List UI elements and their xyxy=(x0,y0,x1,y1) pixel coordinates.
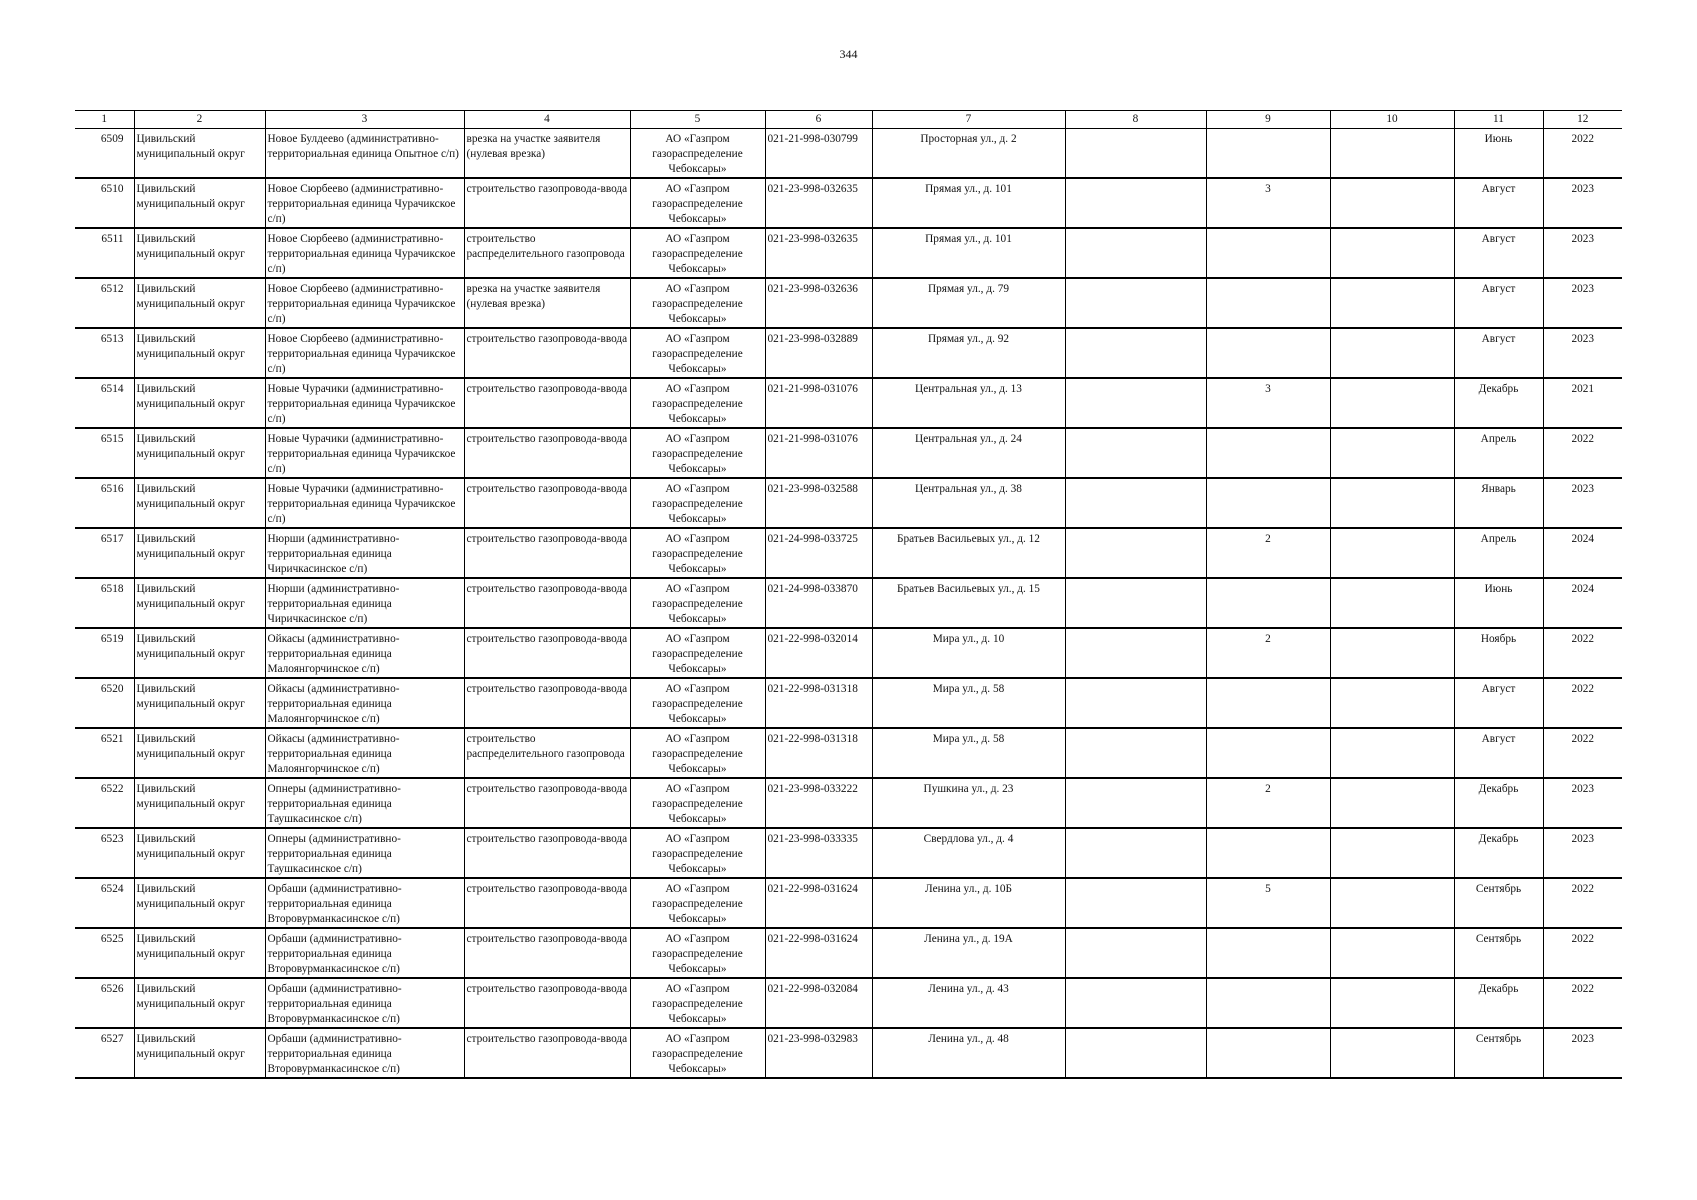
contract-number-cell: 021-21-998-031076 xyxy=(765,428,872,478)
column-9-cell xyxy=(1206,278,1330,328)
column-10-cell xyxy=(1330,578,1454,628)
row-number-cell: 6510 xyxy=(75,178,134,228)
row-number-cell: 6524 xyxy=(75,878,134,928)
column-number: 8 xyxy=(1065,111,1206,129)
contract-number-cell: 021-22-998-031318 xyxy=(765,678,872,728)
table-row xyxy=(75,378,1622,428)
address-cell: Прямая ул., д. 92 xyxy=(872,328,1065,378)
table-row xyxy=(75,129,1622,179)
month-cell: Август xyxy=(1454,228,1543,278)
row-number-cell: 6515 xyxy=(75,428,134,478)
column-10-cell xyxy=(1330,278,1454,328)
year-cell: 2022 xyxy=(1543,678,1622,728)
column-9-cell xyxy=(1206,478,1330,528)
organization-cell: АО «Газпром газораспределение Чебоксары» xyxy=(630,528,765,578)
column-8-cell xyxy=(1065,828,1206,878)
settlement-cell: Опнеры (административно-территориальная единица Таушкасинское с/п) xyxy=(265,828,464,878)
address-cell: Мира ул., д. 10 xyxy=(872,628,1065,678)
column-10-cell xyxy=(1330,378,1454,428)
organization-cell: АО «Газпром газораспределение Чебоксары» xyxy=(630,378,765,428)
column-number: 3 xyxy=(265,111,464,129)
column-8-cell xyxy=(1065,428,1206,478)
work-type-cell: строительство распределительного газопровода xyxy=(464,228,630,278)
district-cell: Цивильский муниципальный округ xyxy=(134,1028,265,1078)
contract-number-cell: 021-23-998-032983 xyxy=(765,1028,872,1078)
column-8-cell xyxy=(1065,528,1206,578)
table-body xyxy=(75,129,1622,1079)
table-row xyxy=(75,478,1622,528)
year-cell: 2023 xyxy=(1543,1028,1622,1078)
contract-number-cell: 021-21-998-031076 xyxy=(765,378,872,428)
settlement-cell: Ойкасы (административно-территориальная единица Малоянгорчинское с/п) xyxy=(265,628,464,678)
contract-number-cell: 021-23-998-033222 xyxy=(765,778,872,828)
settlement-cell: Новое Сюрбеево (административно-территориальная единица Чурачикское с/п) xyxy=(265,178,464,228)
row-number-cell: 6520 xyxy=(75,678,134,728)
row-number-cell: 6518 xyxy=(75,578,134,628)
table-row xyxy=(75,578,1622,628)
settlement-cell: Новые Чурачики (административно-территориальная единица Чурачикское с/п) xyxy=(265,378,464,428)
month-cell: Июнь xyxy=(1454,129,1543,179)
settlement-cell: Ойкасы (административно-территориальная единица Малоянгорчинское с/п) xyxy=(265,728,464,778)
address-cell: Мира ул., д. 58 xyxy=(872,678,1065,728)
column-number: 5 xyxy=(630,111,765,129)
month-cell: Декабрь xyxy=(1454,778,1543,828)
settlement-cell: Новое Сюрбеево (административно-территориальная единица Чурачикское с/п) xyxy=(265,278,464,328)
organization-cell: АО «Газпром газораспределение Чебоксары» xyxy=(630,628,765,678)
organization-cell: АО «Газпром газораспределение Чебоксары» xyxy=(630,828,765,878)
year-cell: 2023 xyxy=(1543,828,1622,878)
year-cell: 2022 xyxy=(1543,978,1622,1028)
table-row xyxy=(75,728,1622,778)
column-10-cell xyxy=(1330,828,1454,878)
column-9-cell: 2 xyxy=(1206,778,1330,828)
work-type-cell: строительство газопровода-ввода xyxy=(464,828,630,878)
column-9-cell: 3 xyxy=(1206,378,1330,428)
address-cell: Центральная ул., д. 13 xyxy=(872,378,1065,428)
district-cell: Цивильский муниципальный округ xyxy=(134,878,265,928)
work-type-cell: строительство газопровода-ввода xyxy=(464,978,630,1028)
column-number: 10 xyxy=(1330,111,1454,129)
work-type-cell: строительство распределительного газопровода xyxy=(464,728,630,778)
organization-cell: АО «Газпром газораспределение Чебоксары» xyxy=(630,278,765,328)
work-type-cell: строительство газопровода-ввода xyxy=(464,478,630,528)
organization-cell: АО «Газпром газораспределение Чебоксары» xyxy=(630,428,765,478)
work-type-cell: врезка на участке заявителя (нулевая врезка) xyxy=(464,129,630,179)
year-cell: 2021 xyxy=(1543,378,1622,428)
contract-number-cell: 021-24-998-033725 xyxy=(765,528,872,578)
organization-cell: АО «Газпром газораспределение Чебоксары» xyxy=(630,328,765,378)
row-number-cell: 6517 xyxy=(75,528,134,578)
month-cell: Август xyxy=(1454,328,1543,378)
column-8-cell xyxy=(1065,129,1206,179)
table-row xyxy=(75,328,1622,378)
organization-cell: АО «Газпром газораспределение Чебоксары» xyxy=(630,678,765,728)
contract-number-cell: 021-22-998-032084 xyxy=(765,978,872,1028)
work-type-cell: строительство газопровода-ввода xyxy=(464,878,630,928)
contract-number-cell: 021-22-998-031318 xyxy=(765,728,872,778)
column-10-cell xyxy=(1330,628,1454,678)
work-type-cell: строительство газопровода-ввода xyxy=(464,428,630,478)
address-cell: Центральная ул., д. 24 xyxy=(872,428,1065,478)
organization-cell: АО «Газпром газораспределение Чебоксары» xyxy=(630,228,765,278)
table-row xyxy=(75,978,1622,1028)
month-cell: Ноябрь xyxy=(1454,628,1543,678)
organization-cell: АО «Газпром газораспределение Чебоксары» xyxy=(630,978,765,1028)
organization-cell: АО «Газпром газораспределение Чебоксары» xyxy=(630,129,765,179)
settlement-cell: Опнеры (административно-территориальная единица Таушкасинское с/п) xyxy=(265,778,464,828)
contract-number-cell: 021-22-998-031624 xyxy=(765,878,872,928)
contract-number-cell: 021-23-998-033335 xyxy=(765,828,872,878)
settlement-cell: Орбаши (административно-территориальная единица Второвурманкасинское с/п) xyxy=(265,928,464,978)
settlement-cell: Нюрши (административно-территориальная единица Чиричкасинское с/п) xyxy=(265,528,464,578)
row-number-cell: 6519 xyxy=(75,628,134,678)
table-row xyxy=(75,628,1622,678)
column-number: 9 xyxy=(1206,111,1330,129)
address-cell: Прямая ул., д. 101 xyxy=(872,228,1065,278)
column-9-cell xyxy=(1206,828,1330,878)
contract-number-cell: 021-23-998-032636 xyxy=(765,278,872,328)
column-9-cell xyxy=(1206,728,1330,778)
month-cell: Апрель xyxy=(1454,528,1543,578)
table-row xyxy=(75,928,1622,978)
gasification-table xyxy=(75,110,1622,1079)
month-cell: Декабрь xyxy=(1454,378,1543,428)
settlement-cell: Новое Сюрбеево (административно-территориальная единица Чурачикское с/п) xyxy=(265,228,464,278)
work-type-cell: строительство газопровода-ввода xyxy=(464,528,630,578)
year-cell: 2022 xyxy=(1543,428,1622,478)
month-cell: Июнь xyxy=(1454,578,1543,628)
work-type-cell: строительство газопровода-ввода xyxy=(464,178,630,228)
district-cell: Цивильский муниципальный округ xyxy=(134,628,265,678)
row-number-cell: 6516 xyxy=(75,478,134,528)
district-cell: Цивильский муниципальный округ xyxy=(134,328,265,378)
column-number: 6 xyxy=(765,111,872,129)
month-cell: Сентябрь xyxy=(1454,878,1543,928)
address-cell: Пушкина ул., д. 23 xyxy=(872,778,1065,828)
column-number: 2 xyxy=(134,111,265,129)
address-cell: Братьев Васильевых ул., д. 12 xyxy=(872,528,1065,578)
month-cell: Август xyxy=(1454,178,1543,228)
address-cell: Ленина ул., д. 43 xyxy=(872,978,1065,1028)
column-8-cell xyxy=(1065,678,1206,728)
district-cell: Цивильский муниципальный округ xyxy=(134,828,265,878)
year-cell: 2023 xyxy=(1543,478,1622,528)
row-number-cell: 6526 xyxy=(75,978,134,1028)
column-10-cell xyxy=(1330,728,1454,778)
month-cell: Декабрь xyxy=(1454,978,1543,1028)
column-9-cell xyxy=(1206,978,1330,1028)
table-row xyxy=(75,678,1622,728)
column-9-cell xyxy=(1206,228,1330,278)
column-10-cell xyxy=(1330,228,1454,278)
column-10-cell xyxy=(1330,878,1454,928)
settlement-cell: Орбаши (административно-территориальная единица Второвурманкасинское с/п) xyxy=(265,1028,464,1078)
column-9-cell xyxy=(1206,678,1330,728)
column-8-cell xyxy=(1065,478,1206,528)
column-10-cell xyxy=(1330,778,1454,828)
organization-cell: АО «Газпром газораспределение Чебоксары» xyxy=(630,578,765,628)
column-number-row xyxy=(75,111,1622,129)
address-cell: Свердлова ул., д. 4 xyxy=(872,828,1065,878)
column-8-cell xyxy=(1065,328,1206,378)
district-cell: Цивильский муниципальный округ xyxy=(134,278,265,328)
column-8-cell xyxy=(1065,278,1206,328)
row-number-cell: 6522 xyxy=(75,778,134,828)
district-cell: Цивильский муниципальный округ xyxy=(134,728,265,778)
work-type-cell: строительство газопровода-ввода xyxy=(464,378,630,428)
contract-number-cell: 021-23-998-032889 xyxy=(765,328,872,378)
column-9-cell xyxy=(1206,578,1330,628)
organization-cell: АО «Газпром газораспределение Чебоксары» xyxy=(630,478,765,528)
settlement-cell: Новое Булдеево (административно-территориальная единица Опытное с/п) xyxy=(265,129,464,179)
work-type-cell: строительство газопровода-ввода xyxy=(464,328,630,378)
district-cell: Цивильский муниципальный округ xyxy=(134,778,265,828)
address-cell: Просторная ул., д. 2 xyxy=(872,129,1065,179)
year-cell: 2022 xyxy=(1543,628,1622,678)
month-cell: Август xyxy=(1454,728,1543,778)
month-cell: Сентябрь xyxy=(1454,1028,1543,1078)
work-type-cell: строительство газопровода-ввода xyxy=(464,928,630,978)
settlement-cell: Нюрши (административно-территориальная единица Чиричкасинское с/п) xyxy=(265,578,464,628)
column-8-cell xyxy=(1065,228,1206,278)
table-row xyxy=(75,778,1622,828)
year-cell: 2023 xyxy=(1543,778,1622,828)
table-row xyxy=(75,428,1622,478)
table-row xyxy=(75,528,1622,578)
work-type-cell: врезка на участке заявителя (нулевая врезка) xyxy=(464,278,630,328)
table-row xyxy=(75,878,1622,928)
organization-cell: АО «Газпром газораспределение Чебоксары» xyxy=(630,728,765,778)
organization-cell: АО «Газпром газораспределение Чебоксары» xyxy=(630,778,765,828)
year-cell: 2022 xyxy=(1543,928,1622,978)
district-cell: Цивильский муниципальный округ xyxy=(134,528,265,578)
address-cell: Прямая ул., д. 101 xyxy=(872,178,1065,228)
column-9-cell xyxy=(1206,328,1330,378)
table-row xyxy=(75,178,1622,228)
row-number-cell: 6521 xyxy=(75,728,134,778)
column-8-cell xyxy=(1065,978,1206,1028)
column-number: 11 xyxy=(1454,111,1543,129)
table-row xyxy=(75,228,1622,278)
column-9-cell xyxy=(1206,1028,1330,1078)
work-type-cell: строительство газопровода-ввода xyxy=(464,678,630,728)
settlement-cell: Новое Сюрбеево (административно-территориальная единица Чурачикское с/п) xyxy=(265,328,464,378)
year-cell: 2023 xyxy=(1543,178,1622,228)
district-cell: Цивильский муниципальный округ xyxy=(134,678,265,728)
district-cell: Цивильский муниципальный округ xyxy=(134,478,265,528)
row-number-cell: 6513 xyxy=(75,328,134,378)
year-cell: 2024 xyxy=(1543,578,1622,628)
page-number: 344 xyxy=(839,47,858,61)
work-type-cell: строительство газопровода-ввода xyxy=(464,628,630,678)
settlement-cell: Орбаши (административно-территориальная единица Второвурманкасинское с/п) xyxy=(265,978,464,1028)
column-8-cell xyxy=(1065,728,1206,778)
organization-cell: АО «Газпром газораспределение Чебоксары» xyxy=(630,878,765,928)
contract-number-cell: 021-23-998-032588 xyxy=(765,478,872,528)
contract-number-cell: 021-23-998-032635 xyxy=(765,178,872,228)
column-10-cell xyxy=(1330,928,1454,978)
district-cell: Цивильский муниципальный округ xyxy=(134,928,265,978)
row-number-cell: 6527 xyxy=(75,1028,134,1078)
contract-number-cell: 021-23-998-032635 xyxy=(765,228,872,278)
column-number: 4 xyxy=(464,111,630,129)
address-cell: Ленина ул., д. 10Б xyxy=(872,878,1065,928)
column-8-cell xyxy=(1065,878,1206,928)
address-cell: Братьев Васильевых ул., д. 15 xyxy=(872,578,1065,628)
month-cell: Август xyxy=(1454,678,1543,728)
column-9-cell: 3 xyxy=(1206,178,1330,228)
month-cell: Август xyxy=(1454,278,1543,328)
settlement-cell: Ойкасы (административно-территориальная единица Малоянгорчинское с/п) xyxy=(265,678,464,728)
row-number-cell: 6514 xyxy=(75,378,134,428)
contract-number-cell: 021-22-998-032014 xyxy=(765,628,872,678)
column-10-cell xyxy=(1330,178,1454,228)
table-row xyxy=(75,1028,1622,1078)
district-cell: Цивильский муниципальный округ xyxy=(134,428,265,478)
settlement-cell: Новые Чурачики (административно-территориальная единица Чурачикское с/п) xyxy=(265,428,464,478)
column-10-cell xyxy=(1330,528,1454,578)
month-cell: Апрель xyxy=(1454,428,1543,478)
row-number-cell: 6512 xyxy=(75,278,134,328)
year-cell: 2023 xyxy=(1543,228,1622,278)
column-8-cell xyxy=(1065,578,1206,628)
year-cell: 2023 xyxy=(1543,278,1622,328)
district-cell: Цивильский муниципальный округ xyxy=(134,378,265,428)
column-8-cell xyxy=(1065,628,1206,678)
column-9-cell: 5 xyxy=(1206,878,1330,928)
district-cell: Цивильский муниципальный округ xyxy=(134,129,265,179)
year-cell: 2022 xyxy=(1543,728,1622,778)
column-8-cell xyxy=(1065,928,1206,978)
address-cell: Прямая ул., д. 79 xyxy=(872,278,1065,328)
settlement-cell: Новые Чурачики (административно-территориальная единица Чурачикское с/п) xyxy=(265,478,464,528)
year-cell: 2022 xyxy=(1543,129,1622,179)
column-number: 1 xyxy=(75,111,134,129)
contract-number-cell: 021-22-998-031624 xyxy=(765,928,872,978)
organization-cell: АО «Газпром газораспределение Чебоксары» xyxy=(630,178,765,228)
work-type-cell: строительство газопровода-ввода xyxy=(464,778,630,828)
column-8-cell xyxy=(1065,378,1206,428)
column-number: 7 xyxy=(872,111,1065,129)
year-cell: 2022 xyxy=(1543,878,1622,928)
table-row xyxy=(75,278,1622,328)
column-9-cell xyxy=(1206,428,1330,478)
column-number: 12 xyxy=(1543,111,1622,129)
column-8-cell xyxy=(1065,778,1206,828)
contract-number-cell: 021-21-998-030799 xyxy=(765,129,872,179)
district-cell: Цивильский муниципальный округ xyxy=(134,578,265,628)
column-10-cell xyxy=(1330,328,1454,378)
column-9-cell: 2 xyxy=(1206,628,1330,678)
district-cell: Цивильский муниципальный округ xyxy=(134,978,265,1028)
work-type-cell: строительство газопровода-ввода xyxy=(464,578,630,628)
organization-cell: АО «Газпром газораспределение Чебоксары» xyxy=(630,1028,765,1078)
work-type-cell: строительство газопровода-ввода xyxy=(464,1028,630,1078)
year-cell: 2024 xyxy=(1543,528,1622,578)
row-number-cell: 6511 xyxy=(75,228,134,278)
column-10-cell xyxy=(1330,678,1454,728)
month-cell: Январь xyxy=(1454,478,1543,528)
settlement-cell: Орбаши (административно-территориальная единица Второвурманкасинское с/п) xyxy=(265,878,464,928)
district-cell: Цивильский муниципальный округ xyxy=(134,178,265,228)
address-cell: Ленина ул., д. 19А xyxy=(872,928,1065,978)
month-cell: Декабрь xyxy=(1454,828,1543,878)
column-8-cell xyxy=(1065,178,1206,228)
year-cell: 2023 xyxy=(1543,328,1622,378)
column-8-cell xyxy=(1065,1028,1206,1078)
address-cell: Центральная ул., д. 38 xyxy=(872,478,1065,528)
column-10-cell xyxy=(1330,478,1454,528)
month-cell: Сентябрь xyxy=(1454,928,1543,978)
address-cell: Мира ул., д. 58 xyxy=(872,728,1065,778)
column-10-cell xyxy=(1330,129,1454,179)
column-10-cell xyxy=(1330,428,1454,478)
table-row xyxy=(75,828,1622,878)
organization-cell: АО «Газпром газораспределение Чебоксары» xyxy=(630,928,765,978)
row-number-cell: 6525 xyxy=(75,928,134,978)
column-10-cell xyxy=(1330,1028,1454,1078)
column-9-cell xyxy=(1206,129,1330,179)
column-10-cell xyxy=(1330,978,1454,1028)
column-9-cell xyxy=(1206,928,1330,978)
contract-number-cell: 021-24-998-033870 xyxy=(765,578,872,628)
row-number-cell: 6509 xyxy=(75,129,134,179)
row-number-cell: 6523 xyxy=(75,828,134,878)
address-cell: Ленина ул., д. 48 xyxy=(872,1028,1065,1078)
district-cell: Цивильский муниципальный округ xyxy=(134,228,265,278)
column-9-cell: 2 xyxy=(1206,528,1330,578)
